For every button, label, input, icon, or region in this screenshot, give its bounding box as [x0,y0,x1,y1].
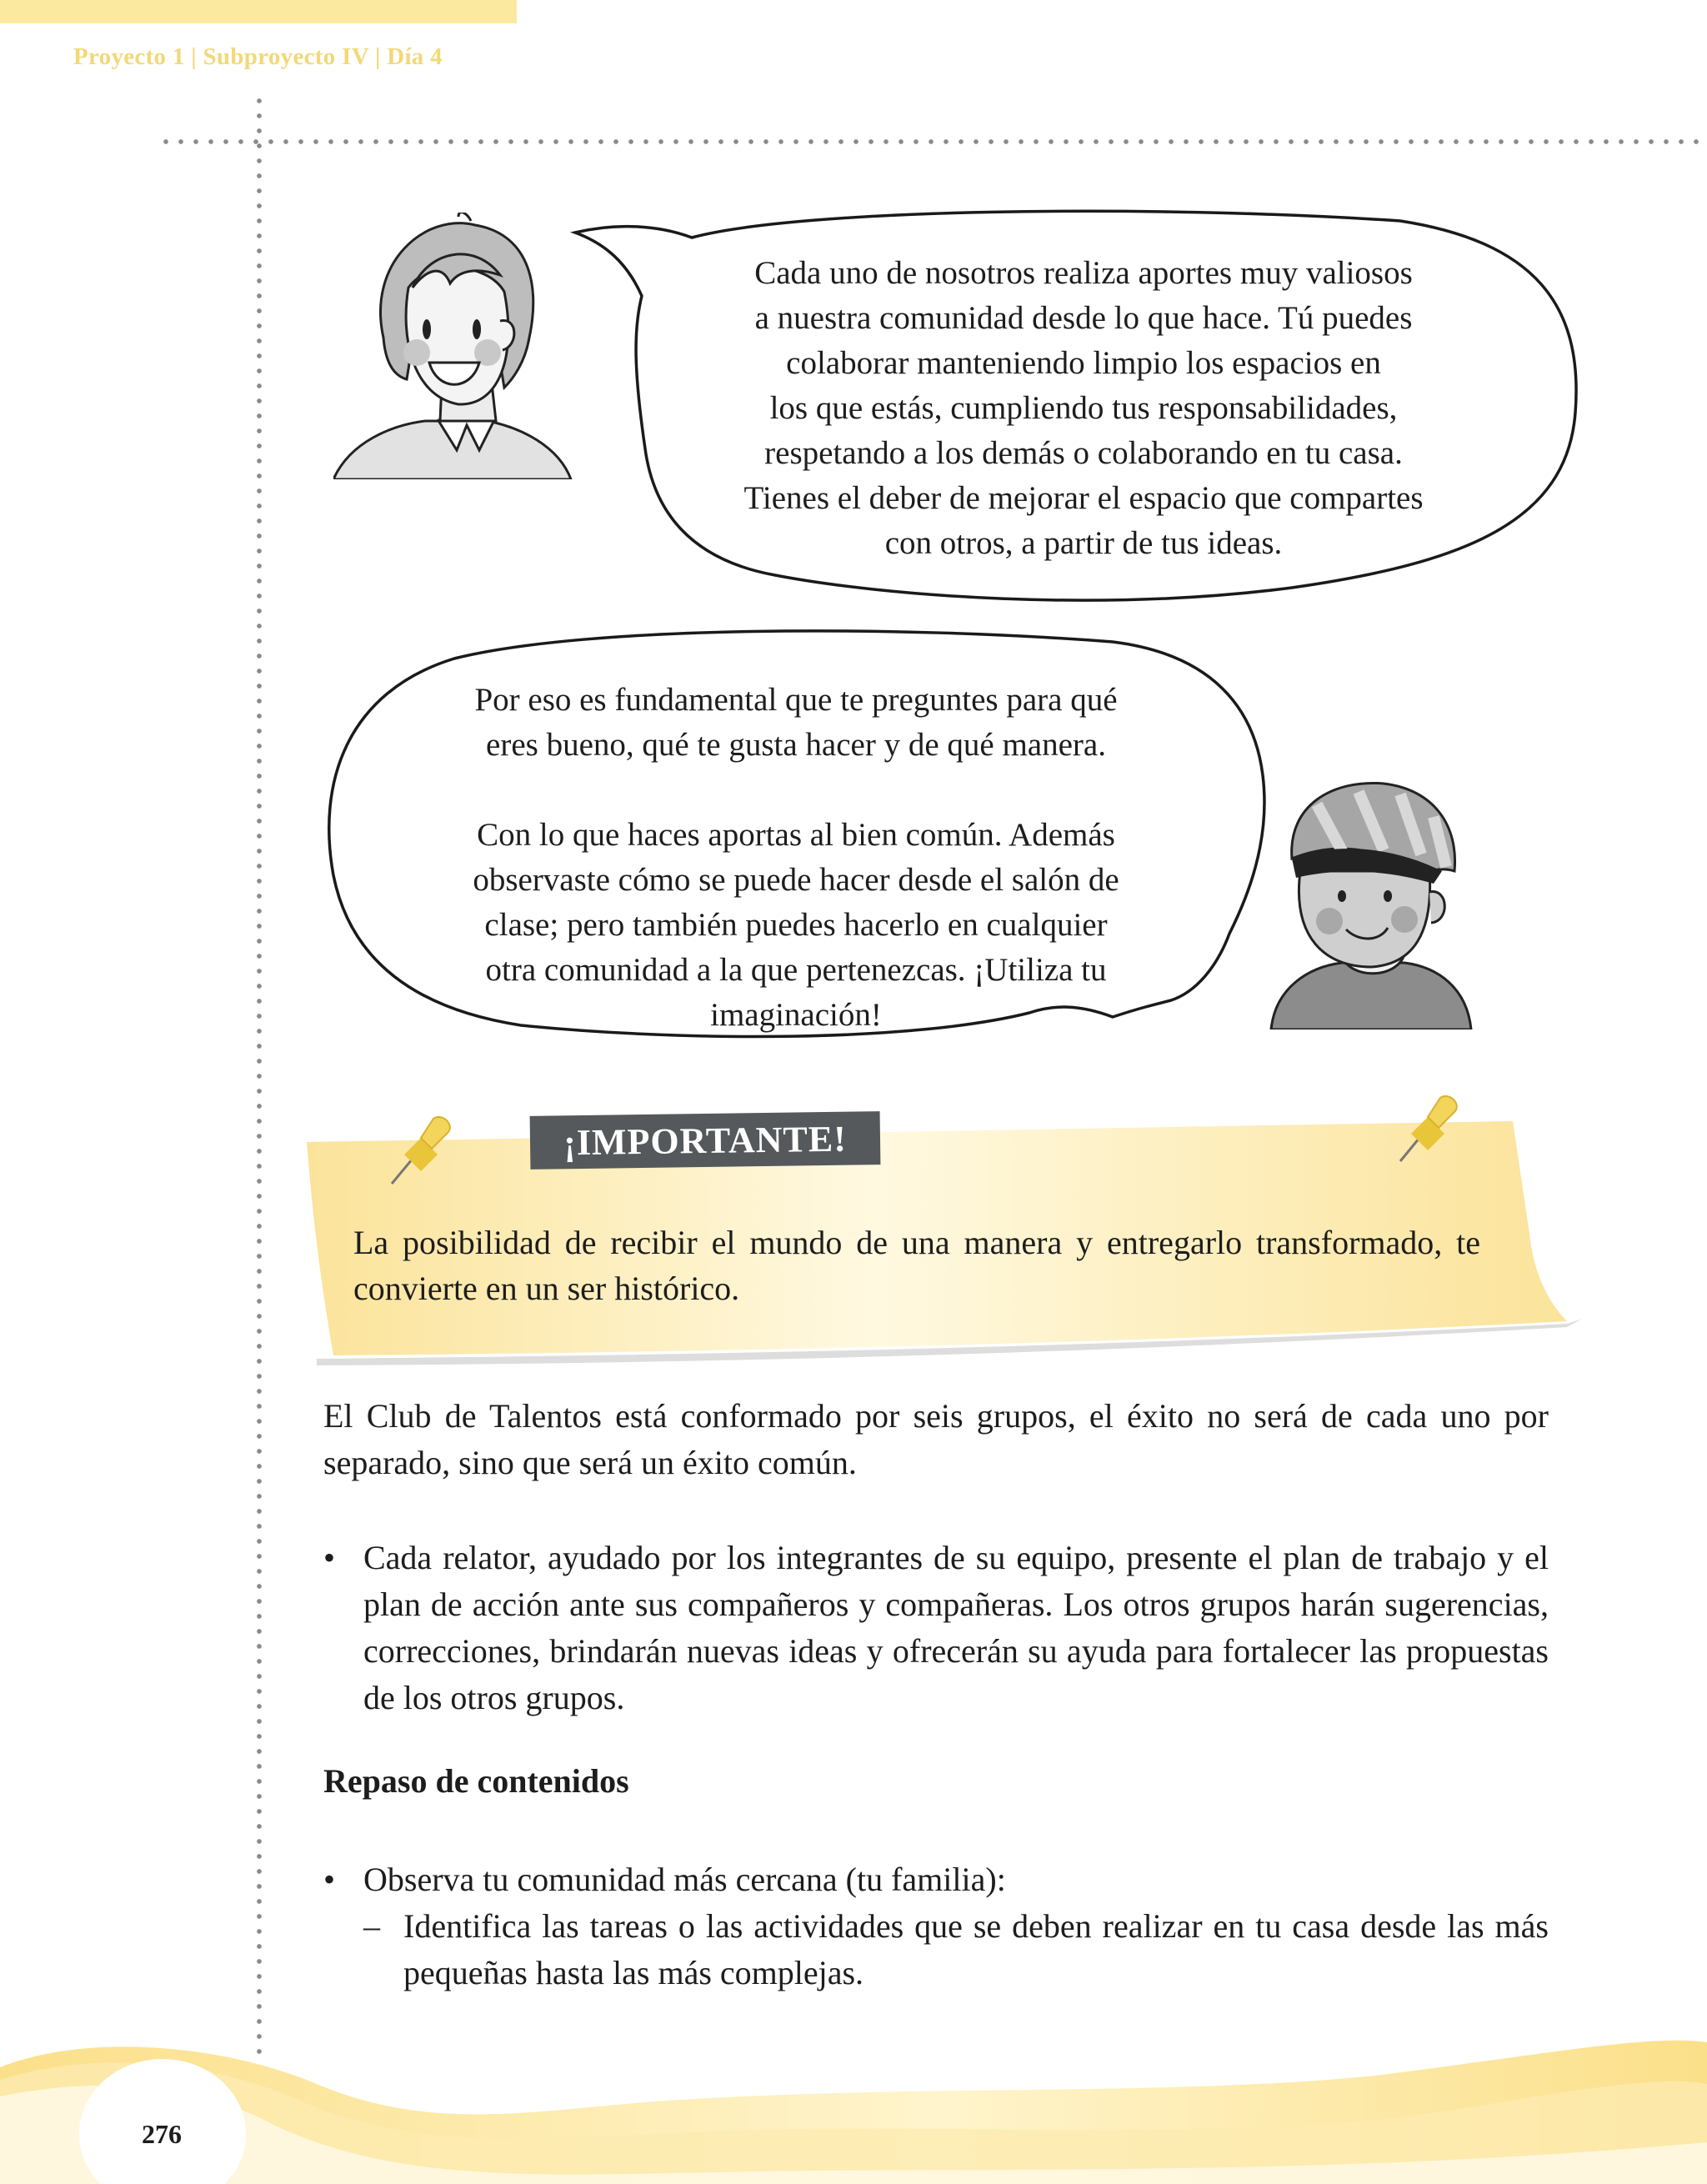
page-number: 276 [142,2119,182,2149]
header-breadcrumb: Proyecto 1 | Subproyecto IV | Día 4 [73,43,443,70]
speech-bubble-2-text: Por eso es fundamental que te preguntes para qué eres bueno, qué te gusta hacer y de qué manera. Con lo que haces aportas al bien común. Además observaste cómo se puede hacer desde el salón de clase; pero también puedes hacerlo en cualquier otra comunidad a la que pertenezcas. ¡Utiliza tu imaginación! [473,682,1119,1033]
header-accent-bar [0,0,517,23]
paragraph-club-talentos: El Club de Talentos está conformado por seis grupos, el éxito no será de cada uno por separado, sino que será un éxito común. [323,1397,1549,1481]
pushpin-left-icon [383,1109,458,1188]
boy-illustration [1267,779,1475,1029]
footer-wave [0,2017,1707,2184]
list-item-bullet-2 [323,1856,1549,1903]
important-badge: ¡IMPORTANTE! [530,1111,881,1170]
pushpin-right-icon [1390,1088,1465,1167]
list-item-bullet-1 [323,1535,1549,1726]
bullet-marker: • [323,1861,336,1898]
section-heading: Repaso de contenidos [323,1762,629,1800]
important-note-text: La posibilidad de recibir el mundo de una manera y entregarlo transformado, te convierte en un ser histórico. [353,1224,1480,1307]
bullet-1-text: Cada relator, ayudado por los integrantes de su equipo, presente el plan de trabajo y el plan de acción ante sus compañeros y compañeras. Los otros grupos harán sugerencias, correcciones, brindarán nuevas ideas y ofrecerán su ayuda para fortalecer las propuestas de los otros grupos. [363,1539,1549,1716]
girl-illustration [333,213,575,479]
bullet-2-text: Observa tu comunidad más cercana (tu familia): [363,1861,1006,1898]
dash-marker: – [363,1907,380,1945]
speech-bubble-1-text: Cada uno de nosotros realiza aportes muy valiosos a nuestra comunidad desde lo que hace. Tú puedes colaborar manteniendo limpio los espacios en los que estás, cumpliendo tus responsabilidades, respetando a los demás o colaborando en tu casa. Tienes el deber de mejorar el espacio que compartes con otros, a partir de tus ideas. [743,255,1424,561]
dotted-divider-vertical [256,93,263,2061]
bullet-marker: • [323,1539,336,1576]
subbullet-1-text: Identifica las tareas o las actividades que se deben realizar en tu casa desde las más pequeñas hasta las más complejas. [403,1907,1549,1991]
list-item-subbullet-1 [363,1903,1549,1999]
dotted-divider-horizontal [158,138,1707,145]
